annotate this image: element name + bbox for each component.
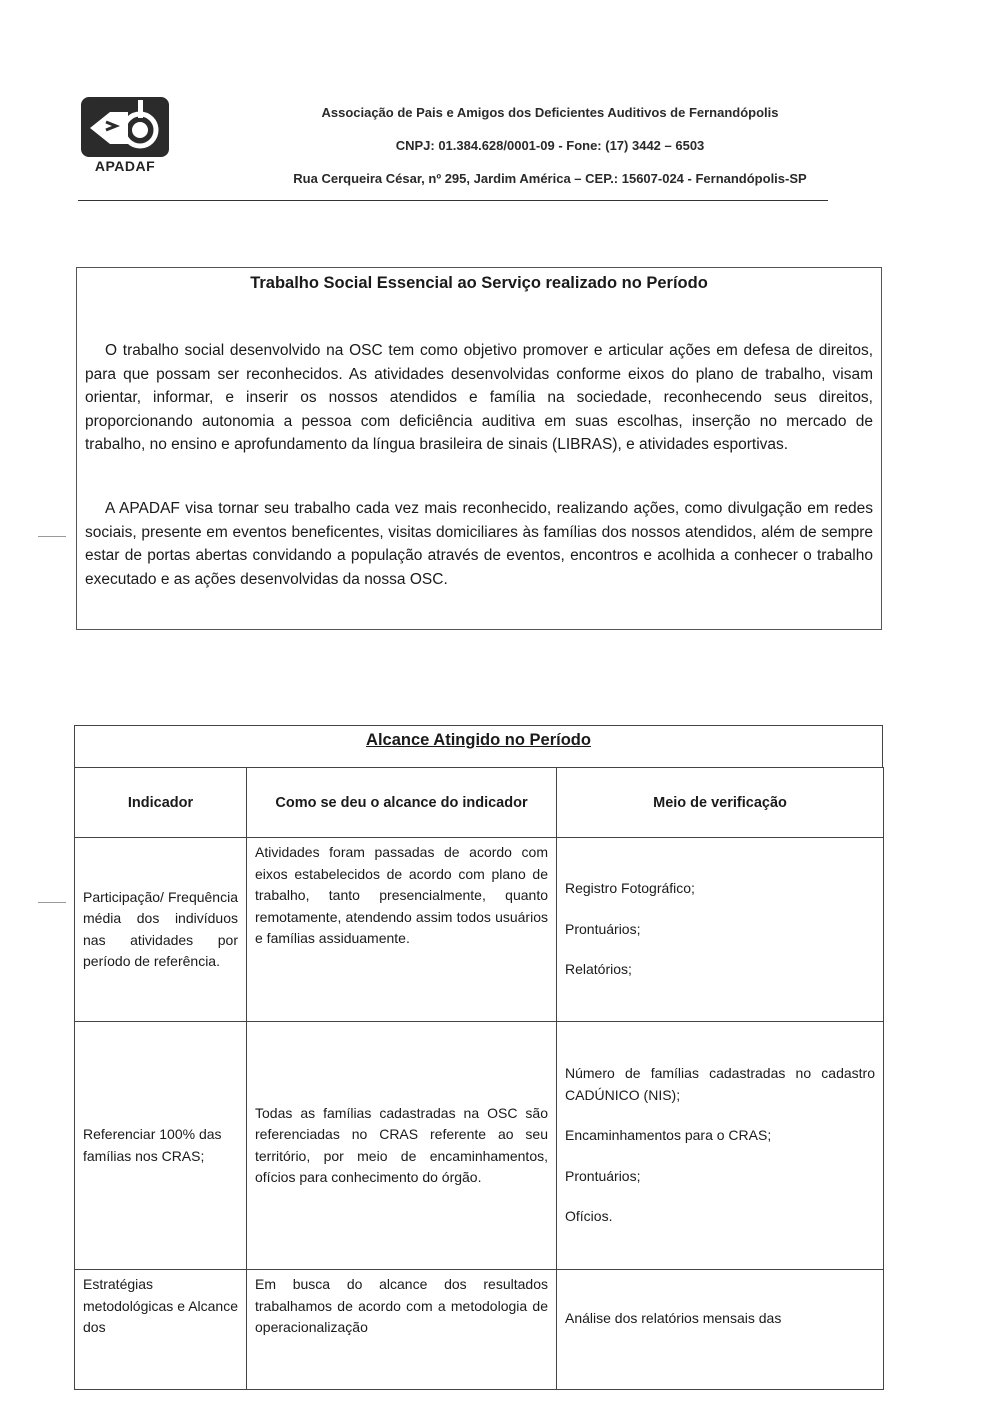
ear-hand-logo-icon: [80, 96, 170, 158]
meio-cell: [557, 838, 884, 1022]
indicador-cell: Participação/ Frequência média dos indivíduos nas atividades por período de referência.: [75, 838, 247, 1022]
alcance-cell: Todas as famílias cadastradas na OSC são referenciadas no CRAS referente ao seu território, por meio de encaminhamentos, ofícios para conhecimento do órgão.: [247, 1022, 557, 1270]
margin-mark: [38, 536, 66, 537]
cnpj-phone: CNPJ: 01.384.628/0001-09 - Fone: (17) 3442 – 6503: [395, 138, 705, 153]
meio-item: Encaminhamentos para o CRAS;: [565, 1127, 772, 1144]
meio-item: Prontuários;: [565, 920, 641, 937]
header-alcance: Como se deu o alcance do indicador: [247, 768, 557, 838]
address: Rua Cerqueira César, nº 295, Jardim América – CEP.: 15607-024 - Fernandópolis-SP: [293, 171, 807, 186]
table-row: [75, 1270, 884, 1390]
header-meio: Meio de verificação: [557, 768, 884, 838]
indicador-cell: Referenciar 100% das famílias nos CRAS;: [75, 1022, 247, 1270]
meio-item: Prontuários;: [565, 1167, 641, 1184]
logo-text: APADAF: [94, 158, 156, 174]
indicador-cell: Estratégias metodológicas e Alcance dos: [75, 1270, 247, 1390]
meio-item: Registro Fotográfico;: [565, 880, 695, 897]
meio-item: Relatórios;: [565, 961, 632, 978]
meio-item: Ofícios.: [565, 1208, 613, 1225]
alcance-cell: Em busca do alcance dos resultados trabalhamos de acordo com a metodologia de operacionalização: [247, 1270, 557, 1390]
header-indicador: Indicador: [75, 768, 247, 838]
reach-table-grid: [74, 767, 884, 1390]
social-work-paragraph-2: A APADAF visa tornar seu trabalho cada vez mais reconhecido, realizando ações, como divulgação em redes sociais, presente em eventos beneficentes, visitas domiciliares às famílias dos nossos atendidos, além de sempre estar de portas abertas convidando a população através de eventos, encontros e acolhida a conhecer o trabalho executado e as ações desenvolvidas da nossa OSC.: [85, 500, 873, 588]
meio-item: Número de famílias cadastradas no cadastro CADÚNICO (NIS);: [565, 1065, 875, 1103]
table-row: [75, 1022, 884, 1270]
header-divider: [78, 200, 828, 201]
table-header-row: [75, 768, 884, 838]
meio-item: Análise dos relatórios mensais das: [565, 1310, 782, 1326]
margin-mark: [38, 902, 66, 903]
alcance-cell: Atividades foram passadas de acordo com eixos estabelecidos de acordo com plano de trabalho, tanto presencialmente, quanto remotamente, atendendo assim todos usuários e famílias assiduamente.: [247, 838, 557, 1022]
apadaf-logo: [80, 96, 170, 176]
reach-table-title: Alcance Atingido no Período: [74, 725, 883, 767]
meio-cell: [557, 1270, 884, 1390]
meio-cell: [557, 1022, 884, 1270]
social-work-title: Trabalho Social Essencial ao Serviço realizado no Período: [250, 274, 708, 292]
reach-table: [74, 725, 883, 1390]
social-work-paragraph-1: O trabalho social desenvolvido na OSC tem como objetivo promover e articular ações em defesa de direitos, para que possam ser reconhecidos. As atividades desenvolvidas conforme eixos do plano de trabalho, visam orientar, informar, e inserir os nossos atendidos e família na sociedade, reconhecendo seus direitos, proporcionando autonomia a pessoa com deficiência auditiva em suas escolhas, inserção no mercado de trabalho, no ensino e aprofundamento da língua brasileira de sinais (LIBRAS), e atividades esportivas.: [85, 342, 873, 453]
org-name: Associação de Pais e Amigos dos Deficientes Auditivos de Fernandópolis: [321, 105, 779, 120]
social-work-box: [76, 267, 882, 630]
table-row: [75, 838, 884, 1022]
